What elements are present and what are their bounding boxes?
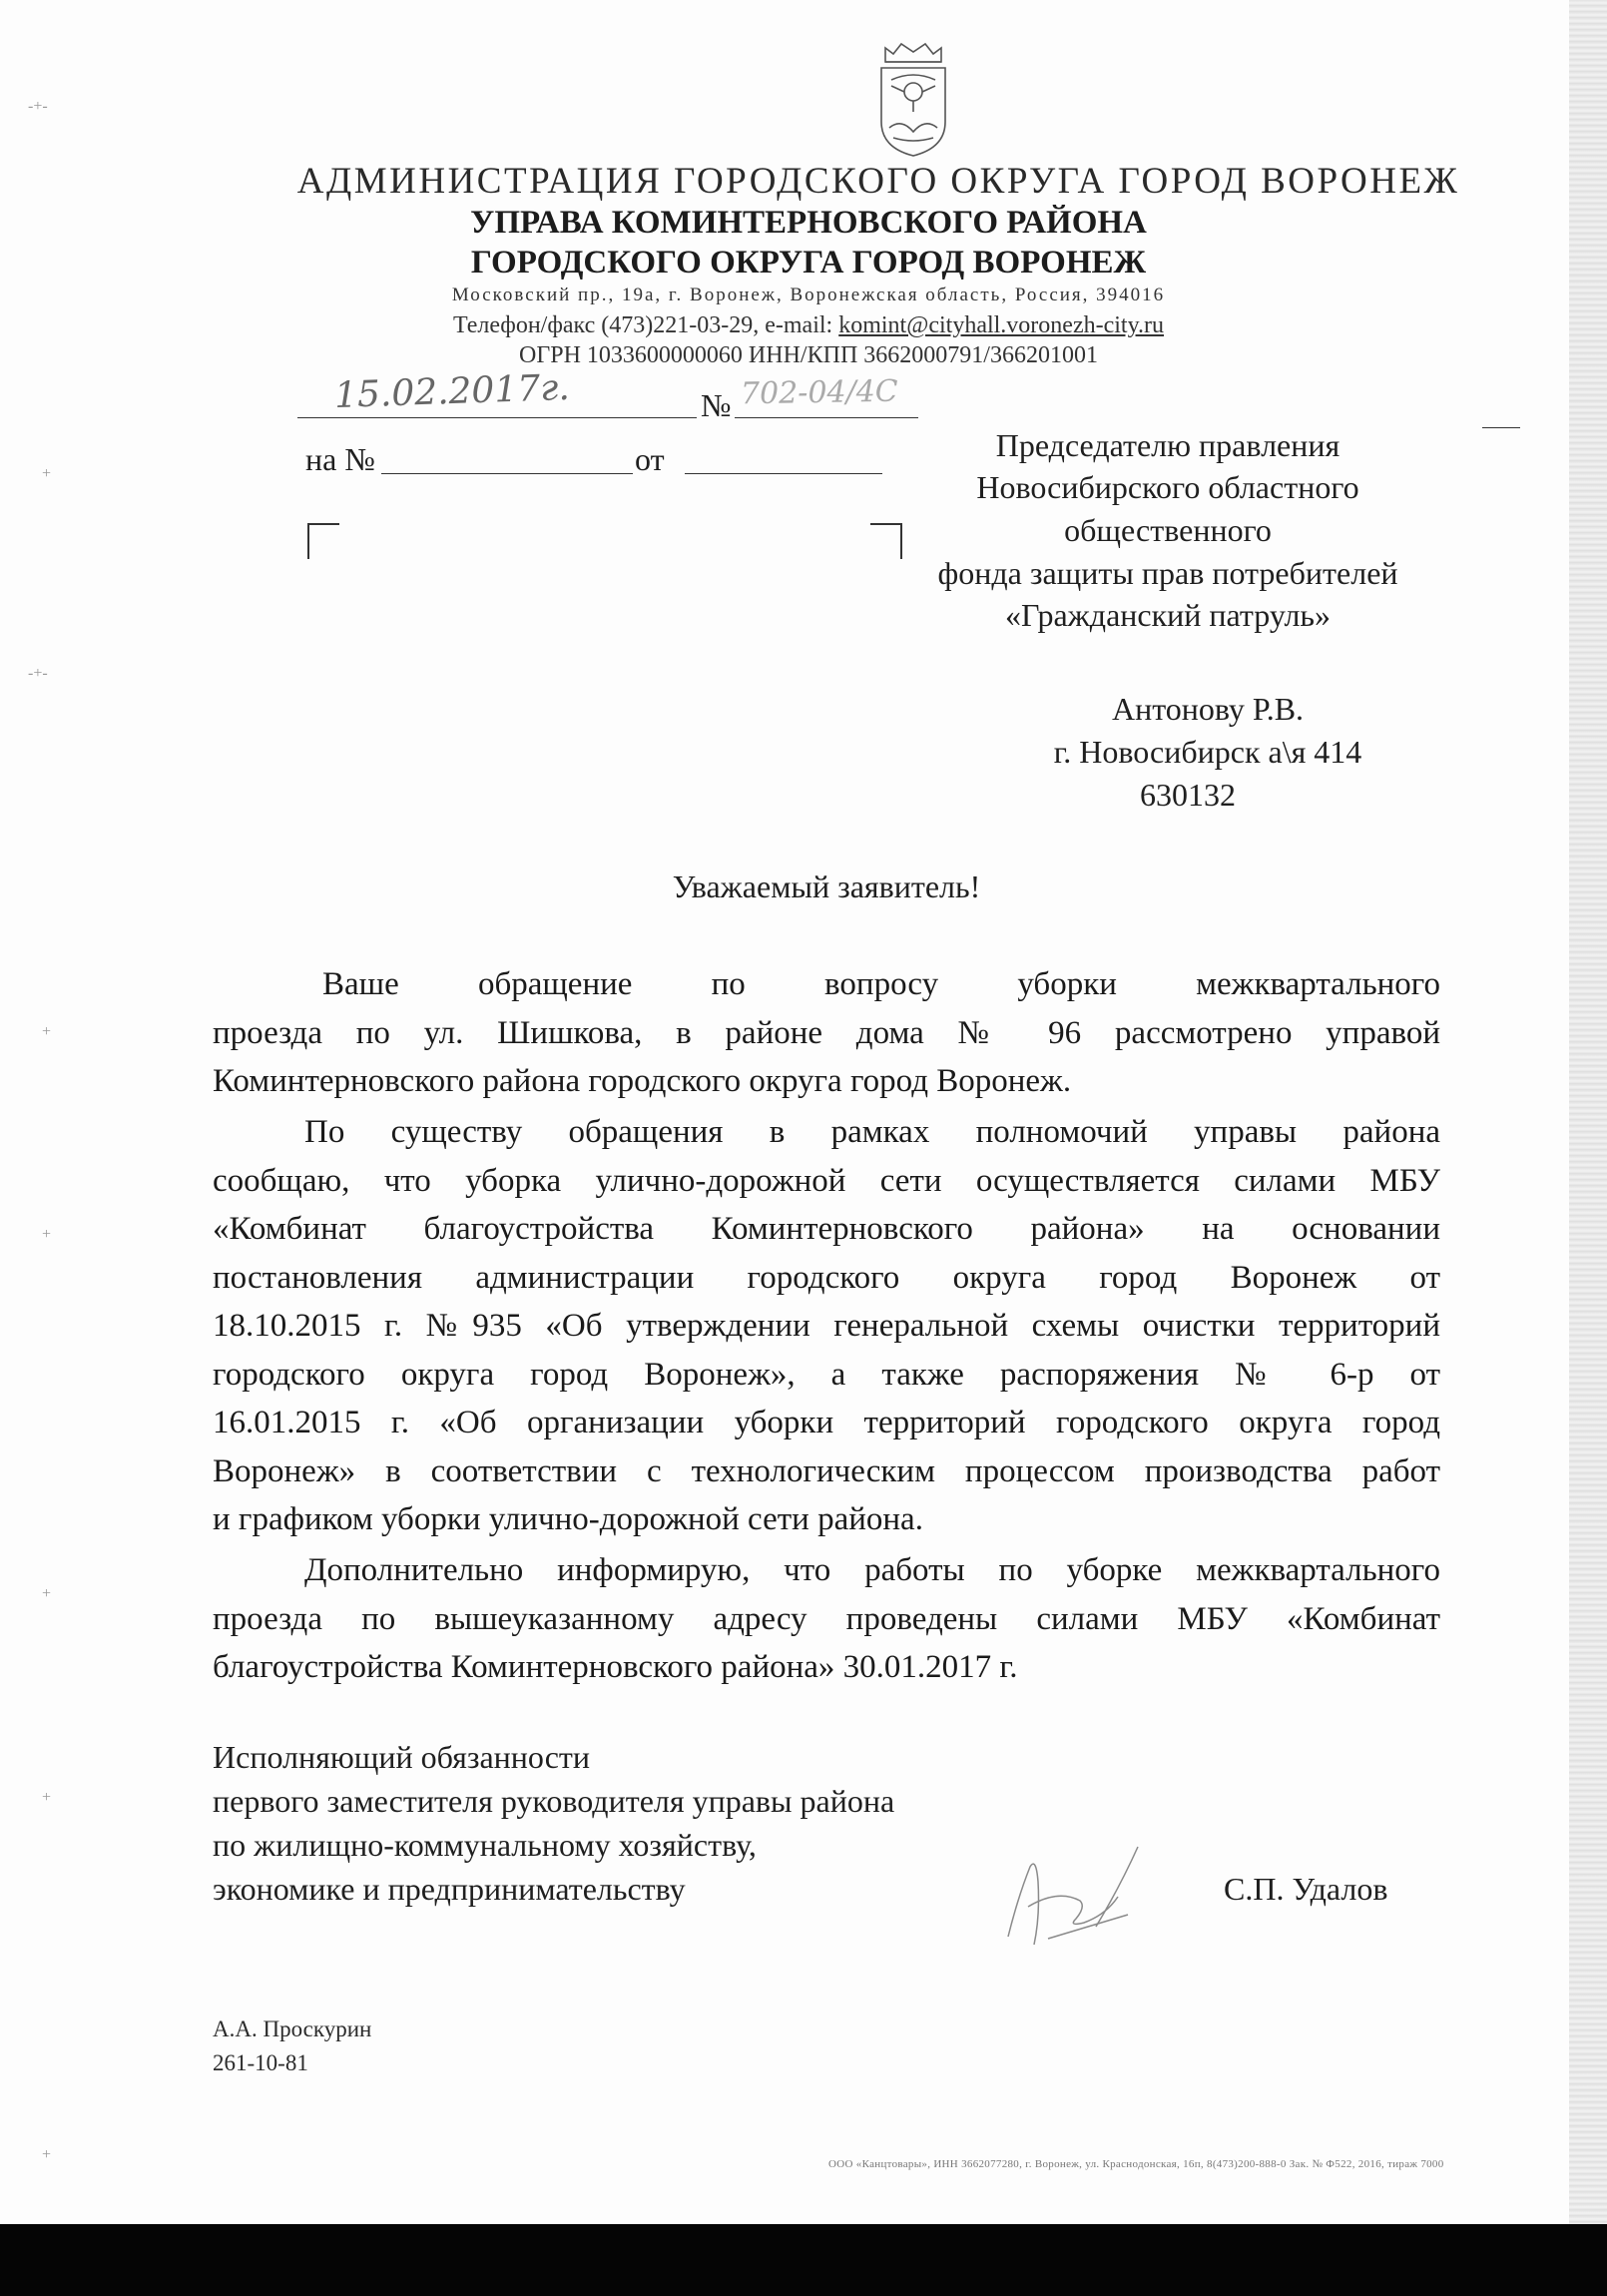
- paragraph-line: Ваше обращение по вопросу уборки межквартального: [322, 966, 1440, 1002]
- department-contacts: [230, 312, 1387, 339]
- scan-margin-mark: +: [42, 465, 52, 482]
- scan-bottom-band: [0, 2224, 1607, 2296]
- department-title-line2: ГОРОДСКОГО ОКРУГА ГОРОД ВОРОНЕЖ: [470, 245, 1147, 281]
- reply-number-underline: [381, 473, 633, 474]
- scan-margin-mark: +: [42, 2146, 52, 2163]
- outgoing-number-sign: №: [701, 387, 732, 423]
- paragraph-line: постановления администрации городского округа город Воронеж от: [213, 1259, 1440, 1296]
- number-underline: [735, 417, 918, 418]
- signer-title-line2: первого заместителя руководителя управы района: [213, 1783, 895, 1819]
- scan-margin-mark: +: [42, 1226, 52, 1243]
- paragraph-line: сообщаю, что уборка улично-дорожной сети осуществляется силами МБУ: [213, 1162, 1440, 1199]
- scan-margin-mark: +: [42, 1789, 52, 1806]
- email-link[interactable]: komint@cityhall.voronezh-city.ru: [838, 312, 1165, 338]
- scan-right-edge: [1569, 0, 1607, 2224]
- paragraph-line: По существу обращения в рамках полномочий управы района: [304, 1114, 1440, 1150]
- paragraph-line: проезда по вышеуказанному адресу проведены силами МБУ «Комбинат: [213, 1600, 1440, 1637]
- paragraph-line: «Комбинат благоустройства Коминтерновского района» на основании: [213, 1211, 1440, 1247]
- executor-phone: 261-10-81: [213, 2050, 308, 2075]
- department-title-line1: УПРАВА КОМИНТЕРНОВСКОГО РАЙОНА: [470, 205, 1147, 241]
- scan-margin-mark: -+-: [28, 98, 48, 115]
- handwritten-signature-image: [988, 1827, 1178, 1957]
- recipient-postcode: 630132: [1140, 777, 1236, 813]
- paragraph-line: Дополнительно информирую, что работы по уборке межквартального: [304, 1552, 1440, 1588]
- address-corner-mark-left: [307, 523, 339, 559]
- signer-title-line3: по жилищно-коммунальному хозяйству,: [213, 1827, 757, 1863]
- from-label: от: [635, 441, 665, 477]
- registration-codes: ОГРН 1033600000060 ИНН/КПП 3662000791/366201001: [519, 342, 1098, 368]
- recipient-line1: Председателю правления: [995, 427, 1340, 463]
- executor-name: А.А. Проскурин: [213, 2016, 372, 2041]
- recipient-name: Антонову Р.В.: [1111, 691, 1305, 727]
- printer-imprint: ООО «Канцтовары», ИНН 3662077280, г. Воронеж, ул. Краснодонская, 16п, 8(473)200-888-0 Зак. № Ф522, 2016, тираж 7000: [828, 2158, 1444, 2170]
- recipient-organization: «Гражданский патруль»: [1004, 597, 1331, 633]
- body-paragraph-3: [213, 1546, 1440, 1643]
- body-paragraph-3-end: благоустройства Коминтерновского района» 30.01.2017 г.: [213, 1649, 1018, 1685]
- body-paragraph-1: [213, 960, 1440, 1057]
- recipient-line2: Новосибирского областного: [976, 469, 1359, 505]
- signer-title-line4: экономике и предпринимательству: [213, 1871, 686, 1907]
- in-reply-label: на №: [305, 441, 375, 477]
- recipient-line3: общественного: [1064, 512, 1272, 548]
- number-handwritten: 702-04/4С: [740, 373, 899, 412]
- paragraph-line: проезда по ул. Шишкова, в районе дома № 96 рассмотрено управой: [213, 1014, 1440, 1051]
- paragraph-line: 16.01.2015 г. «Об организации уборки территорий городского округа город: [213, 1405, 1440, 1440]
- body-paragraph-2: [213, 1108, 1440, 1495]
- scan-margin-mark: +: [42, 1585, 52, 1602]
- paragraph-line: 18.10.2015 г. №935 «Об утверждении генеральной схемы очистки территорий: [213, 1308, 1440, 1344]
- signer-name: С.П. Удалов: [1224, 1871, 1388, 1907]
- body-paragraph-2-end: и графиком уборки улично-дорожной сети района.: [213, 1501, 923, 1537]
- voronezh-coat-of-arms-emblem: [871, 40, 955, 160]
- body-paragraph-1-end: Коминтерновского района городского округа город Воронеж.: [213, 1063, 1072, 1099]
- date-underline: [297, 417, 697, 418]
- salutation: Уважаемый заявитель!: [672, 868, 981, 904]
- phone-fax: Телефон/факс (473)221-03-29, e-mail:: [452, 312, 839, 338]
- signer-title-line1: Исполняющий обязанности: [213, 1739, 591, 1775]
- administration-title: АДМИНИСТРАЦИЯ ГОРОДСКОГО ОКРУГА ГОРОД ВОРОНЕЖ: [296, 161, 1460, 202]
- scan-margin-mark: +: [42, 1023, 52, 1040]
- recipient-city: г. Новосибирск а\я 414: [1053, 734, 1362, 770]
- scan-margin-mark: -+-: [28, 665, 48, 682]
- recipient-line4: фонда защиты прав потребителей: [937, 555, 1398, 591]
- reply-date-underline: [685, 473, 882, 474]
- paragraph-line: Воронеж» в соответствии с технологическим процессом производства работ: [213, 1452, 1440, 1489]
- paragraph-line: городского округа город Воронеж», а также распоряжения № 6-р от: [213, 1356, 1440, 1393]
- margin-dash: [1482, 427, 1520, 428]
- date-handwritten: 15.02.2017г.: [333, 366, 571, 417]
- department-address: Московский пр., 19а, г. Воронеж, Воронежская область, Россия, 394016: [451, 285, 1166, 305]
